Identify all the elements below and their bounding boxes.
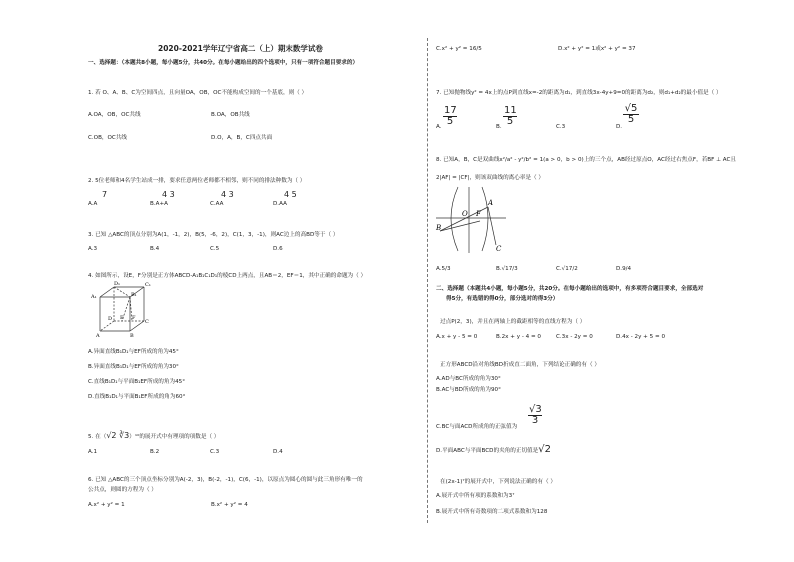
graph-label-c: C	[496, 245, 502, 253]
q2-option-c-sup: 4 3	[221, 190, 234, 199]
graph-label-o: O	[462, 210, 468, 218]
q7-option-a[interactable]: $\frac{17}{5}$	[444, 105, 457, 127]
q5-option-b[interactable]: B.2	[150, 449, 160, 455]
q8-option-b[interactable]: B.√17/3	[496, 266, 518, 272]
q10-option-b[interactable]: B.AC与BD所成的角为90°	[436, 387, 501, 393]
q4-option-a[interactable]: A.异面直线B₁D₁与EF所成的角为45°	[88, 349, 179, 355]
q2-option-c[interactable]: C.AA	[210, 201, 224, 207]
q10-option-d[interactable]: D.平面ABC与平面BCD的夹角的正切值是√2	[436, 444, 551, 455]
section-2-heading: 二、选择题（本题共4小题，每小题5分，共20分。在每小题给出的选项中，有多项符合题目要求，全部选对	[436, 286, 704, 292]
cube-label-e: E	[120, 315, 124, 321]
cube-label-c: C	[145, 319, 149, 325]
q11-option-b[interactable]: B.展开式中所有奇数项的二项式系数和为128	[436, 509, 548, 515]
cube-label-d: D	[108, 316, 113, 322]
q4-option-c[interactable]: C.直线B₁D₁与平面B₁EF所成的角为45°	[88, 379, 185, 385]
q7-option-b[interactable]: $\frac{11}{5}$	[504, 105, 517, 127]
q6-option-a[interactable]: A.x² + y² = 1	[88, 502, 125, 508]
cube-label-f: F	[132, 315, 136, 321]
question-1: 1. 若 O、A、B、C为空间四点，且向量OA，OB，OC不能构成空间的一个基底，则（ ）	[88, 90, 308, 96]
q8-option-a[interactable]: A.5/3	[436, 266, 451, 272]
question-9: 过点P(2，3)，并且在两轴上的截距相等的直线方程为（ ）	[440, 319, 586, 325]
question-3: 3. 已知 △ABC的顶点分别为A(1，-1，2)，B(5，-6，2)，C(1，3，-1)，则AC边上的高BD等于（ ）	[88, 232, 339, 238]
question-11: 在(2x-1)⁷的展开式中，下列说法正确的有（ ）	[440, 479, 556, 485]
right-column	[436, 0, 776, 562]
cube-figure	[91, 281, 156, 341]
page-title: 2020-2021学年辽宁省高二（上）期末数学试卷	[158, 44, 323, 53]
q3-option-c[interactable]: C.5	[210, 246, 220, 252]
q2-option-b[interactable]: B.A+A	[150, 201, 168, 207]
q3-option-d[interactable]: D.6	[273, 246, 283, 252]
hyperbola-figure	[436, 185, 506, 255]
q1-option-b[interactable]: B.OA，OB共线	[211, 112, 250, 118]
left-column	[88, 0, 418, 562]
cube-label-a1: A₁	[91, 294, 97, 300]
question-7: 7. 已知抛物线y² = 4x上的点P到直线x=-2的距离为d₁，到直线3x-4y+9=0的距离为d₂，则d₁+d₂的最小值是（ ）	[436, 90, 722, 96]
q10-option-a[interactable]: A.AD与BC所成的角为30°	[436, 376, 501, 382]
q9-option-a[interactable]: A.x + y - 5 = 0	[436, 334, 478, 340]
q1-option-c[interactable]: C.OB，OC共线	[88, 135, 128, 141]
q3-option-b[interactable]: B.4	[150, 246, 160, 252]
q6-option-d[interactable]: D.x² + y² = 1或x² + y² = 37	[558, 46, 636, 52]
q2-option-a[interactable]: A.A	[88, 201, 98, 207]
question-5: 5. 在（√2 ∛3）¹⁰的展开式中有理项的项数是（ ）	[88, 431, 220, 440]
column-divider	[427, 38, 428, 523]
q1-option-d[interactable]: D.O，A，B，C四点共面	[211, 135, 273, 141]
graph-label-f: F	[476, 210, 481, 218]
q8-option-c[interactable]: C.√17/2	[556, 266, 578, 272]
section-2-heading-continued: 得5分，有选错的得0分，部分选对的得3分）	[446, 296, 559, 302]
q3-option-a[interactable]: A.3	[88, 246, 98, 252]
q2-option-a-sup: 7	[102, 190, 108, 199]
q11-option-a[interactable]: A.展开式中所有项的系数和为3⁷	[436, 493, 515, 499]
q4-option-b[interactable]: B.异面直线B₁D₁与EF所成的角为30°	[88, 364, 179, 370]
q2-option-d[interactable]: D.AA	[273, 201, 287, 207]
cube-label-c1: C₁	[145, 282, 151, 288]
q7-option-a-label[interactable]: A.	[436, 124, 442, 130]
q5-option-a[interactable]: A.1	[88, 449, 98, 455]
question-10: 正方形ABCD沿对角线BD折成直二面角，下列结论正确的有（ ）	[440, 362, 600, 368]
cube-label-a: A	[96, 333, 100, 339]
q9-option-c[interactable]: C.3x - 2y = 0	[556, 334, 593, 340]
q2-option-d-sup: 4 5	[284, 190, 297, 199]
q1-option-a[interactable]: A.OA，OB，OC共线	[88, 112, 141, 118]
question-6: 6. 已知 △ABC的三个顶点坐标分别为A(-2，3)，B(-2，-1)，C(6，-1)，以原点为圆心的圆与此三角形有唯一的	[88, 477, 363, 483]
q4-option-d[interactable]: D.直线B₁D₁与平面B₁EF所成的角为60°	[88, 394, 186, 400]
q9-option-b[interactable]: B.2x + y - 4 = 0	[496, 334, 541, 340]
graph-label-a: A	[488, 199, 494, 207]
q7-option-d[interactable]: $\frac{√5}{5}$	[624, 103, 638, 125]
q10-option-c-fraction: $\frac{√3}{3}$	[529, 404, 542, 426]
q5-option-d[interactable]: D.4	[273, 449, 283, 455]
section-1-heading: 一、选择题：（本题共8小题，每小题5分，共40分。在每小题给出的四个选项中，只有一项符合题目要求的）	[88, 60, 359, 66]
q2-option-b-sup: 4 3	[162, 190, 175, 199]
graph-label-b: B	[436, 224, 442, 232]
question-6-continued: 公共点，则圆的方程为（ ）	[88, 487, 157, 493]
cube-label-b1: B₁	[131, 292, 137, 298]
q5-option-c[interactable]: C.3	[210, 449, 220, 455]
q6-option-b[interactable]: B.x² + y² = 4	[211, 502, 248, 508]
q9-option-d[interactable]: D.4x - 2y + 5 = 0	[616, 334, 666, 340]
question-2: 2. 5位老师和4名学生站成一排，要求任意两位老师都不相邻，则不同的排法种数为（ ）	[88, 178, 306, 184]
q10-option-c[interactable]: C.BC与面ACD所成角的正弦值为	[436, 424, 518, 430]
cube-label-b: B	[130, 333, 134, 339]
q6-option-c[interactable]: C.x² + y² = 16/5	[436, 46, 482, 52]
question-8-continued: 2|AF| = |CF|，则该双曲线的离心率是（ ）	[436, 175, 545, 181]
cube-label-d1: D₁	[114, 281, 121, 287]
q7-option-d-label[interactable]: D.	[616, 124, 623, 130]
question-8: 8. 已知A，B，C是双曲线x²/a² - y²/b² = 1(a > 0，b > 0)上的三个点，AB经过原点O，AC经过右焦点F，若BF ⊥ AC且	[436, 157, 737, 163]
q8-option-d[interactable]: D.9/4	[616, 266, 632, 272]
question-4: 4. 如图所示，设E，F分别是正方体ABCD-A₁B₁C₁D₁的棱CD上两点，且AB＝2，EF＝1，其中正确的命题为（ ）	[88, 273, 367, 279]
q7-option-c[interactable]: C.3	[556, 124, 566, 130]
q7-option-b-label[interactable]: B.	[496, 124, 502, 130]
